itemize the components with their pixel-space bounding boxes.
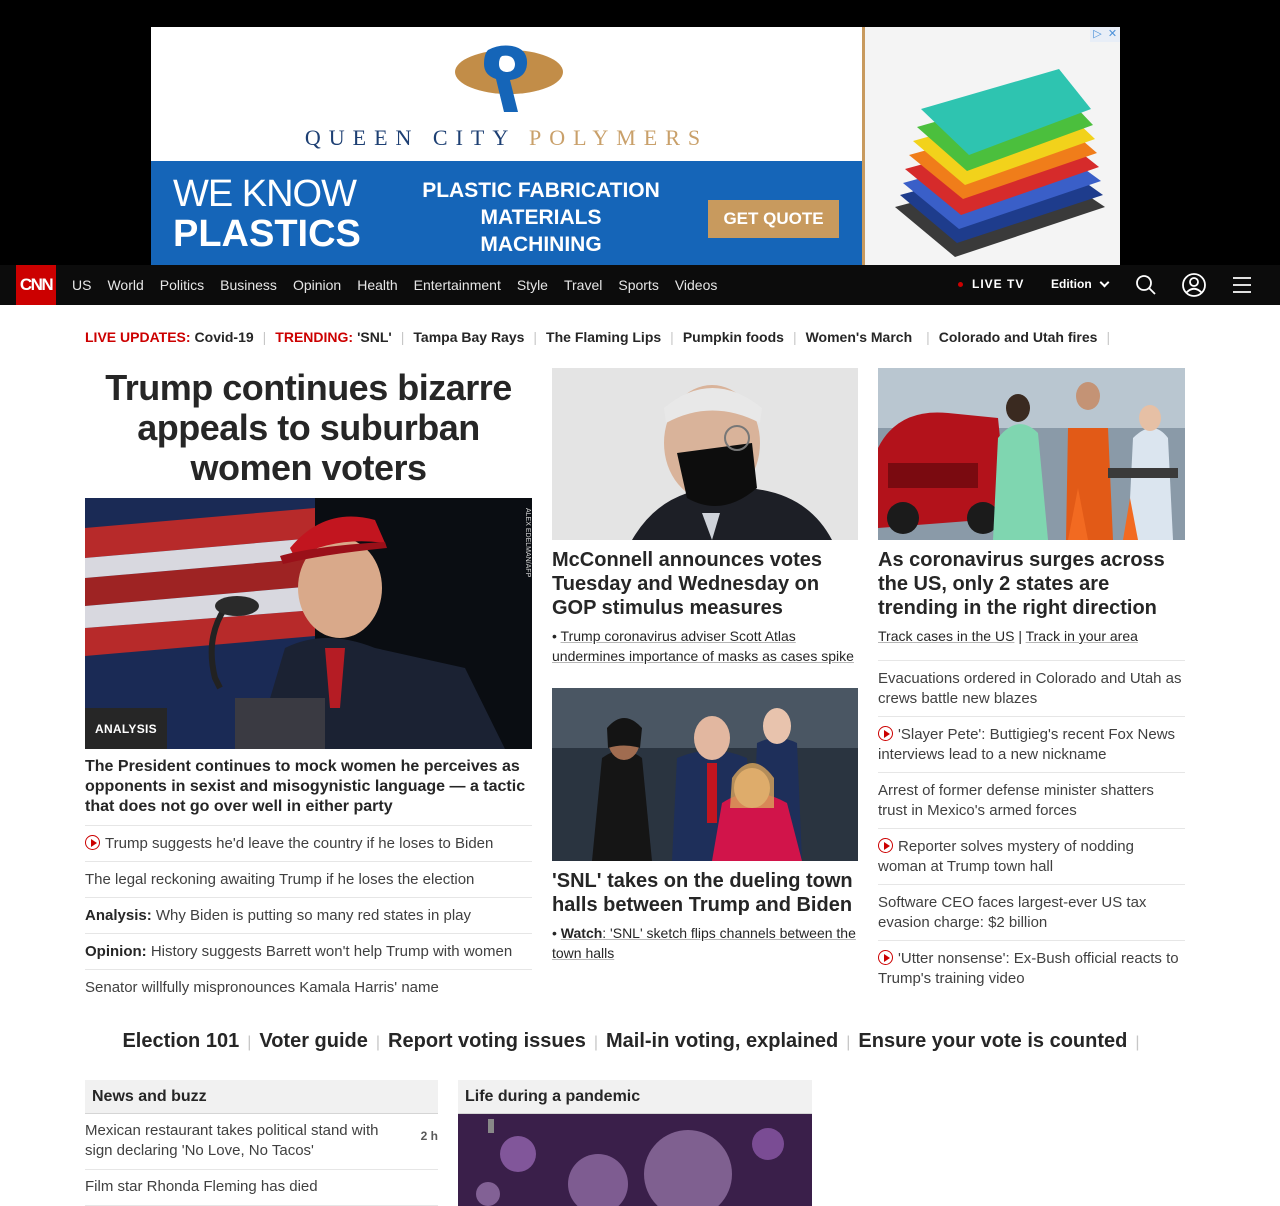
cnn-logo[interactable]: CNN <box>16 265 56 305</box>
top-story-headline[interactable]: Trump continues bizarre appeals to suburban women voters <box>105 367 512 488</box>
coronavirus-testing-image[interactable] <box>878 368 1185 540</box>
ad-tagline-line1: WE KNOW <box>173 173 356 215</box>
nav-link-us[interactable]: US <box>72 277 92 293</box>
trending-link-snl[interactable]: 'SNL' <box>357 329 392 345</box>
list-item[interactable] <box>878 772 1185 828</box>
zone-title[interactable]: Life during a pandemic <box>458 1080 812 1114</box>
top-story-summary[interactable]: The President continues to mock women he perceives as opponents in sexist and misogynistic language — a tactic that does not go over well in either party <box>85 758 526 815</box>
nav-link-sports[interactable]: Sports <box>618 277 659 293</box>
list-item-text: Mexican restaurant takes political stand with sign declaring 'No Love, No Tacos' <box>85 1122 379 1159</box>
nav-links <box>64 265 725 305</box>
top-story-image[interactable] <box>85 498 532 749</box>
list-item[interactable] <box>878 884 1185 940</box>
play-video-icon <box>85 835 100 850</box>
trending-link-covid[interactable]: Covid-19 <box>194 329 254 345</box>
list-item[interactable] <box>85 861 532 897</box>
account-icon[interactable] <box>1181 272 1207 298</box>
ad-brand-area <box>151 27 862 161</box>
separator: | <box>533 329 538 345</box>
snl-sub-link[interactable] <box>552 925 856 961</box>
nav-link-world[interactable]: World <box>107 277 144 293</box>
list-item[interactable] <box>878 828 1185 884</box>
play-video-icon <box>878 950 893 965</box>
ad-company-name-gold: POLYMERS <box>528 125 709 150</box>
ad-company-name-primary: QUEEN CITY <box>304 125 516 150</box>
separator: | <box>375 1034 381 1051</box>
top-story-related-list <box>85 825 532 1005</box>
nav-link-travel[interactable]: Travel <box>563 277 603 293</box>
nav-link-videos[interactable]: Videos <box>674 277 718 293</box>
separator: | <box>792 329 797 345</box>
ad-service: MACHINING <box>480 233 602 256</box>
track-us-link[interactable]: Track cases in the US <box>878 628 1015 644</box>
plastic-sheets-illustration <box>865 27 1120 265</box>
trending-label: TRENDING: <box>275 329 354 345</box>
list-item-text: History suggests Barrett won't help Trump with women <box>150 943 513 960</box>
list-item[interactable] <box>85 1170 438 1206</box>
list-item-text: Arrest of former defense minister shatters trust in Mexico's armed forces <box>878 782 1154 819</box>
election-link[interactable]: Report voting issues <box>388 1030 586 1052</box>
ad-get-quote-button[interactable]: GET QUOTE <box>708 200 839 238</box>
nav-link-business[interactable]: Business <box>220 277 277 293</box>
covid-testing-photo <box>878 368 1185 540</box>
ad-tagline-line2: PLASTICS <box>173 213 361 255</box>
election-link[interactable]: Voter guide <box>259 1030 368 1052</box>
trending-link[interactable]: The Flaming Lips <box>546 329 662 345</box>
ad-services-list <box>409 177 673 258</box>
ad-service: PLASTIC FABRICATION <box>422 179 660 202</box>
main-navigation <box>0 265 1280 305</box>
track-area-link[interactable]: Track in your area <box>1025 628 1138 644</box>
trending-link[interactable]: Colorado and Utah fires <box>938 329 1098 345</box>
nav-link-entertainment[interactable]: Entertainment <box>413 277 501 293</box>
snl-headline[interactable]: 'SNL' takes on the dueling town halls between Trump and Biden <box>552 870 853 916</box>
trending-bar <box>85 328 1119 346</box>
news-buzz-list <box>85 1114 438 1206</box>
zone-title[interactable]: News and buzz <box>85 1080 438 1114</box>
separator: | <box>926 329 930 345</box>
list-item[interactable] <box>85 897 532 933</box>
election-link[interactable]: Mail-in voting, explained <box>606 1030 839 1052</box>
mcconnell-headline[interactable]: McConnell announces votes Tuesday and Wednesday on GOP stimulus measures <box>552 549 823 619</box>
list-item-text: Film star Rhonda Fleming has died <box>85 1178 318 1195</box>
separator: | <box>247 1034 252 1051</box>
mcconnell-subtext: • Trump coronavirus adviser Scott Atlas undermines importance of masks as cases spike <box>552 628 854 664</box>
coronavirus-tracking-links <box>878 626 1185 646</box>
snl-sub-text: : 'SNL' sketch flips channels between the town halls <box>552 925 856 961</box>
list-item[interactable] <box>85 825 532 861</box>
list-item-text: 'Slayer Pete': Buttigieg's recent Fox News interviews lead to a new nickname <box>878 726 1176 763</box>
tertiary-story-column <box>878 368 1185 996</box>
list-item[interactable] <box>85 933 532 969</box>
mcconnell-sub-link[interactable]: Trump coronavirus adviser Scott Atlas undermines importance of masks as cases spike <box>552 628 854 664</box>
live-updates-label: LIVE UPDATES: <box>85 329 191 345</box>
trending-link[interactable]: Tampa Bay Rays <box>413 329 525 345</box>
election-link[interactable]: Election 101 <box>122 1030 240 1052</box>
list-item-text: Trump suggests he'd leave the country if he loses to Biden <box>105 835 494 852</box>
list-item-text: Software CEO faces largest-ever US tax evasion charge: $2 billion <box>878 894 1147 931</box>
separator: | <box>670 329 674 345</box>
analysis-tag: ANALYSIS <box>85 708 167 749</box>
timestamp: 2 h <box>420 1129 438 1143</box>
pandemic-zone <box>458 1080 812 1206</box>
hamburger-menu-icon[interactable] <box>1229 272 1255 298</box>
list-item-text: Evacuations ordered in Colorado and Utah as crews battle new blazes <box>878 670 1182 707</box>
separator: | <box>1106 329 1111 345</box>
mcconnell-photo <box>552 368 858 540</box>
list-item[interactable] <box>85 1114 438 1170</box>
list-item[interactable] <box>85 969 532 1005</box>
election-link[interactable]: Ensure your vote is counted <box>858 1030 1128 1052</box>
live-indicator-icon <box>958 282 963 287</box>
ad-badges <box>1090 27 1120 42</box>
ad-message-area <box>151 161 862 265</box>
separator: | <box>400 329 405 345</box>
top-story-column <box>85 368 532 1005</box>
nav-link-health[interactable]: Health <box>357 277 398 293</box>
snl-photo <box>552 688 858 861</box>
snl-image[interactable] <box>552 688 858 861</box>
coronavirus-headline[interactable]: As coronavirus surges across the US, only 2 states are trending in the right direction <box>878 549 1165 619</box>
list-item[interactable] <box>878 940 1185 996</box>
adchoices-icon[interactable]: ▷ <box>1090 27 1105 42</box>
search-icon[interactable] <box>1133 272 1159 298</box>
bubble-concert-photo <box>458 1114 812 1206</box>
list-item-text: Reporter solves mystery of nodding woman at Trump town hall <box>878 838 1134 875</box>
play-video-icon <box>878 838 893 853</box>
pandemic-image[interactable] <box>458 1114 812 1206</box>
news-and-buzz-zone <box>85 1080 438 1206</box>
ad-close-icon[interactable]: ✕ <box>1105 27 1120 42</box>
chevron-down-icon <box>1099 277 1109 287</box>
advertisement-band <box>0 0 1280 265</box>
nav-link-opinion[interactable]: Opinion <box>292 277 342 293</box>
ad-company-name <box>151 125 862 151</box>
advertisement-banner[interactable] <box>151 27 1120 265</box>
trending-link[interactable]: Women's March <box>805 329 913 345</box>
mcconnell-image[interactable] <box>552 368 858 540</box>
watch-prefix: Watch <box>560 925 603 941</box>
queen-city-polymers-logo <box>454 42 564 114</box>
list-item[interactable] <box>878 660 1185 716</box>
list-item-text: 'Utter nonsense': Ex-Bush official reacts to Trump's training video <box>878 950 1179 987</box>
separator: | <box>1135 1034 1140 1051</box>
link-separator: | <box>1018 628 1022 644</box>
separator: | <box>846 1034 851 1051</box>
live-tv-link[interactable] <box>958 277 1024 291</box>
edition-dropdown[interactable] <box>1051 277 1108 291</box>
ad-service: MATERIALS <box>480 206 602 229</box>
nav-link-style[interactable]: Style <box>516 277 548 293</box>
nav-link-politics[interactable]: Politics <box>159 277 205 293</box>
trending-link[interactable]: Pumpkin foods <box>682 329 784 345</box>
list-item-text: Why Biden is putting so many red states in play <box>155 907 472 924</box>
list-item-prefix: Opinion: <box>85 943 147 960</box>
edition-label: Edition <box>1051 277 1092 291</box>
list-item-text: Senator willfully mispronounces Kamala Harris' name <box>85 979 439 996</box>
separator: | <box>262 329 267 345</box>
coronavirus-related-list <box>878 660 1185 996</box>
live-tv-label: LIVE TV <box>972 277 1025 291</box>
separator: | <box>593 1034 598 1051</box>
list-item[interactable] <box>878 716 1185 772</box>
list-item-text: The legal reckoning awaiting Trump if he loses the election <box>85 871 475 888</box>
secondary-story-column <box>552 368 858 963</box>
ad-product-image <box>865 27 1120 265</box>
election-links-bar <box>0 1030 1270 1053</box>
photo-credit: ALEX EDELMAN/AFP <box>524 508 531 578</box>
play-video-icon <box>878 726 893 741</box>
snl-subtext: • Watch: 'SNL' sketch flips channels between the town halls <box>552 925 856 961</box>
list-item-prefix: Analysis: <box>85 907 152 924</box>
